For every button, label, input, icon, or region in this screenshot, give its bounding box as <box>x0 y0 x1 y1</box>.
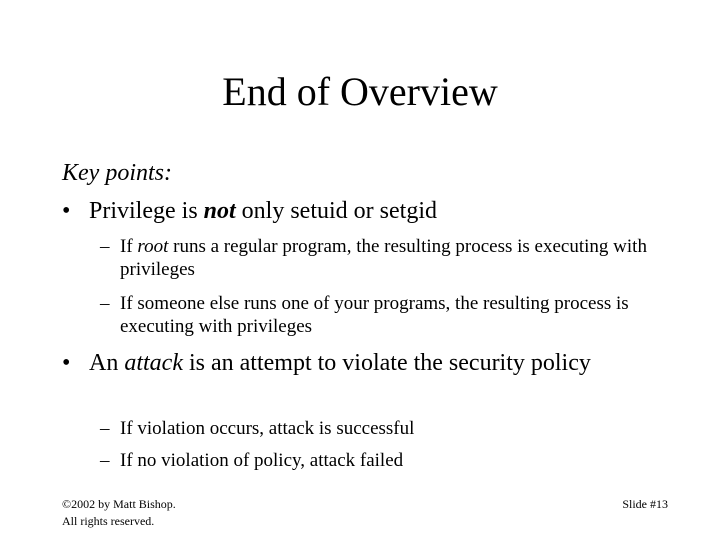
bullet-attack <box>62 348 662 378</box>
sub-text-before: If <box>120 236 138 257</box>
slide-title: End of Overview <box>222 69 498 114</box>
sub-bullet-no-violation <box>100 449 660 472</box>
sub-text-after: runs a regular program, the resulting process is executing with privileges <box>120 236 647 280</box>
sub-bullet-text: If someone else runs one of your programs, the resulting process is executing with privileges <box>120 293 629 337</box>
dash-mark: – <box>100 418 110 439</box>
bullet-text <box>89 196 662 226</box>
bullet-mark: • <box>62 198 71 224</box>
bullet-text-before: An <box>89 350 125 376</box>
sub-bullet-text <box>120 235 660 281</box>
copyright-line-1: ©2002 by Matt Bishop. <box>62 497 176 511</box>
footer-copyright <box>62 496 176 530</box>
bullet-emphasis: attack <box>124 350 183 376</box>
slide-number: Slide #13 <box>622 497 668 511</box>
bullet-text <box>89 348 662 378</box>
sub-bullet-violation-occurs <box>100 417 660 440</box>
key-points-heading: Key points: <box>62 160 172 186</box>
sub-emphasis: root <box>137 236 169 257</box>
dash-mark: – <box>100 450 110 471</box>
bullet-mark: • <box>62 350 71 376</box>
sub-bullet-someone-else <box>100 292 660 338</box>
sub-bullet-text: If no violation of policy, attack failed <box>120 450 404 471</box>
copyright-line-2: All rights reserved. <box>62 514 155 528</box>
bullet-text-after: is an attempt to violate the security policy <box>182 350 591 376</box>
bullet-text-after: only setuid or setgid <box>235 198 437 224</box>
bullet-privilege <box>62 196 662 226</box>
bullet-emphasis: not <box>203 198 236 224</box>
dash-mark: – <box>100 236 110 257</box>
dash-mark: – <box>100 293 110 314</box>
sub-bullet-root <box>100 235 660 281</box>
sub-bullet-text: If violation occurs, attack is successful <box>120 418 415 439</box>
bullet-text-before: Privilege is <box>89 198 204 224</box>
